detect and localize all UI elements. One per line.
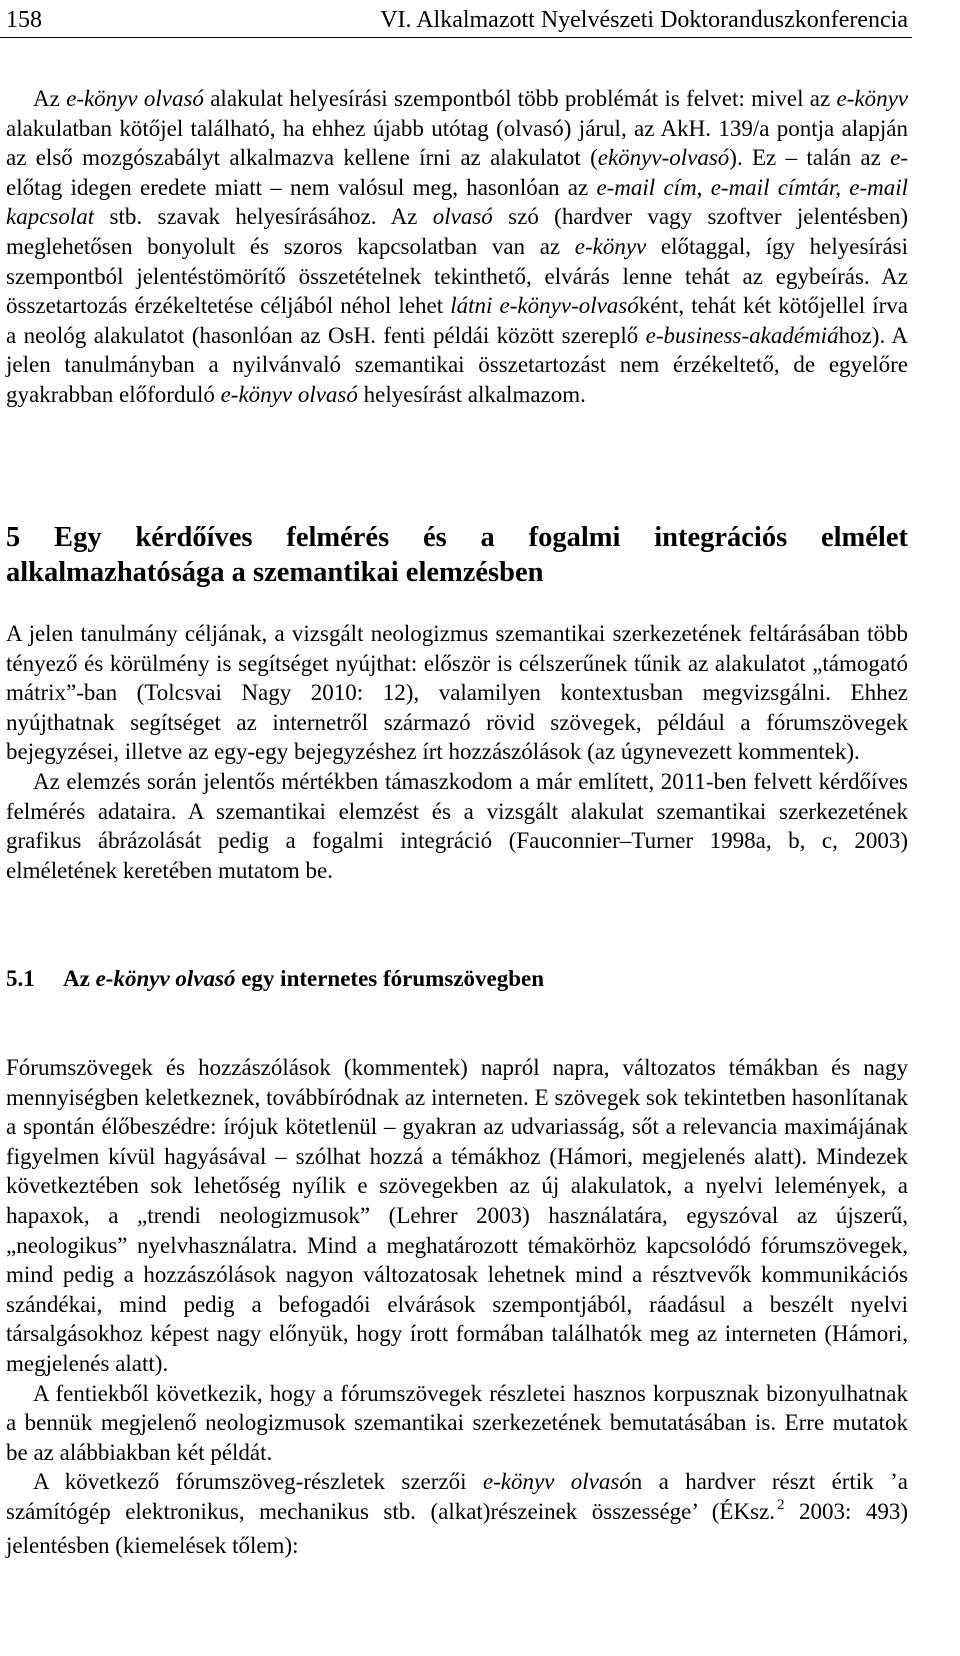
paragraph-text: Az e-könyv olvasó alakulat helyesírási szempontból több problémát is felvet: mivel az e-könyv alakulatban kötőjel található, ha ehhez újabb utótag (olvasó) járul, az AkH. 139/a pontja alapján az első mozgószabályt alkalmazva kellene írni az alakulatot (ekönyv-olvasó). Ez – talán az e- előtag idegen eredete miatt – nem valósul meg, hasonlóan az e-mail cím, e-mail címtár, e-mail kapcsolat stb. szavak helyesírásához. Az olvasó szó (hardver vagy szoftver jelentésben) meglehetősen bonyolult és szoros kapcsolatban van az e-könyv előtaggal, így helyesírási szempontból jelentéstömörítő összetételnek tekinthető, elvárás lenne tehát az egybeírás. Az összetartozás érzékeltetése céljából néhol lehet látni e-könyv-olvasóként, tehát két kötőjellel írva a neológ alakulatot (hasonlóan az OsH. fenti példái között szereplő e-business-akadémiához). A jelen tanulmányban a nyilvánvaló szemantikai összetartozást nem érzékeltető, de egyelőre gyakrabban előforduló e-könyv olvasó helyesírást alkalmazom. [6,86,909,407]
paragraph-text: A jelen tanulmány céljának, a vizsgált neologizmus szemantikai szerkezetének feltárásában több tényező és körülmény is segítséget nyújthat: először is célszerűnek tűnik az alakulatot „támogató mátrix”-ban (Tolcsvai Nagy 2010: 12), valamilyen kontextusban megvizsgálni. Ehhez nyújthatnak segítséget az internetről származó rövid szövegek, például a fórumszövegek bejegyzései, illetve az egy-egy bejegyzéshez írt hozzászólások (az úgynevezett kommentek). [6,621,908,765]
paragraph-text: Fórumszövegek és hozzászólások (kommentek) napról napra, változatos témákban és nagy mennyiségben keletkeznek, továbbíródnak az interneten. E szövegek sok tekintetben hasonlítanak a spontán élőbeszédre: írójuk kötetlenül – gyakran az udvariasság, sőt a relevancia maximájának figyelmen kívül hagyásával – szólhat hozzá a témákhoz (Hámori, megjelenés alatt). Mindezek következtében sok lehetőség nyílik e szövegekben az új alakulatok, a nyelvi lelemények, a hapaxok, a „trendi neologizmusok” (Lehrer 2003) használatára, egyszóval az újszerű, „neologikus” nyelvhasználatra. Mind a meghatározott témakörhöz kapcsolódó fórumszövegek, mind pedig a hozzászólások nagyon változatosak lehetnek mind a résztvevők kommunikációs szándékai, mind pedig a befogadói elvárások szempontjából, ráadásul a beszélt nyelvi társalgásokhoz képest nagy előnyük, hogy írott formában találhatók meg az interneten (Hámori, megjelenés alatt). [6,1055,908,1376]
running-header [6,6,908,34]
paragraph-text: A fentiekből következik, hogy a fórumszövegek részletei hasznos korpusznak bizonyulhatnak a bennük megjelenő neologizmusok szemantikai szerkezetének bemutatásában is. Erre mutatok be az alábbiakban két példát. [6,1380,908,1465]
section-heading-5: 5 Egy kérdőíves felmérés és a fogalmi integrációs elmélet alkalmazhatósága a szemantikai elemzésben [6,522,908,588]
running-title: VI. Alkalmazott Nyelvészeti Doktoranduszkonferencia [380,7,908,33]
section-5-body [6,619,908,885]
section-5-1-body [6,1053,908,1560]
section-heading-5-1: 5.1 Az e-könyv olvasó egy internetes fórumszövegben [6,964,908,994]
page-number: 158 [6,7,42,33]
section-number: 5.1 [6,966,35,991]
paragraph-text: Az elemzés során jelentős mértékben támaszkodom a már említett, 2011-ben felvett kérdőíves felmérés adataira. A szemantikai elemzést és a vizsgált alakulat szemantikai szerkezetének grafikus ábrázolását pedig a fogalmi integráció (Fauconnier–Turner 1998a, b, c, 2003) elméletének keretében mutatom be. [6,768,908,883]
superscript-edition: 2 [777,1496,785,1513]
paragraph-hyphenation [6,84,908,410]
header-rule [0,37,912,38]
paragraph-text: A következő fórumszöveg-részletek szerzői e-könyv olvasón a hardver részt értik ’a számítógép elektronikus, mechanikus stb. (alkat)részeinek összessége’ (ÉKsz. $^2$ 2003: 493) jelentésben (kiemelések tőlem): [6,1469,908,1558]
